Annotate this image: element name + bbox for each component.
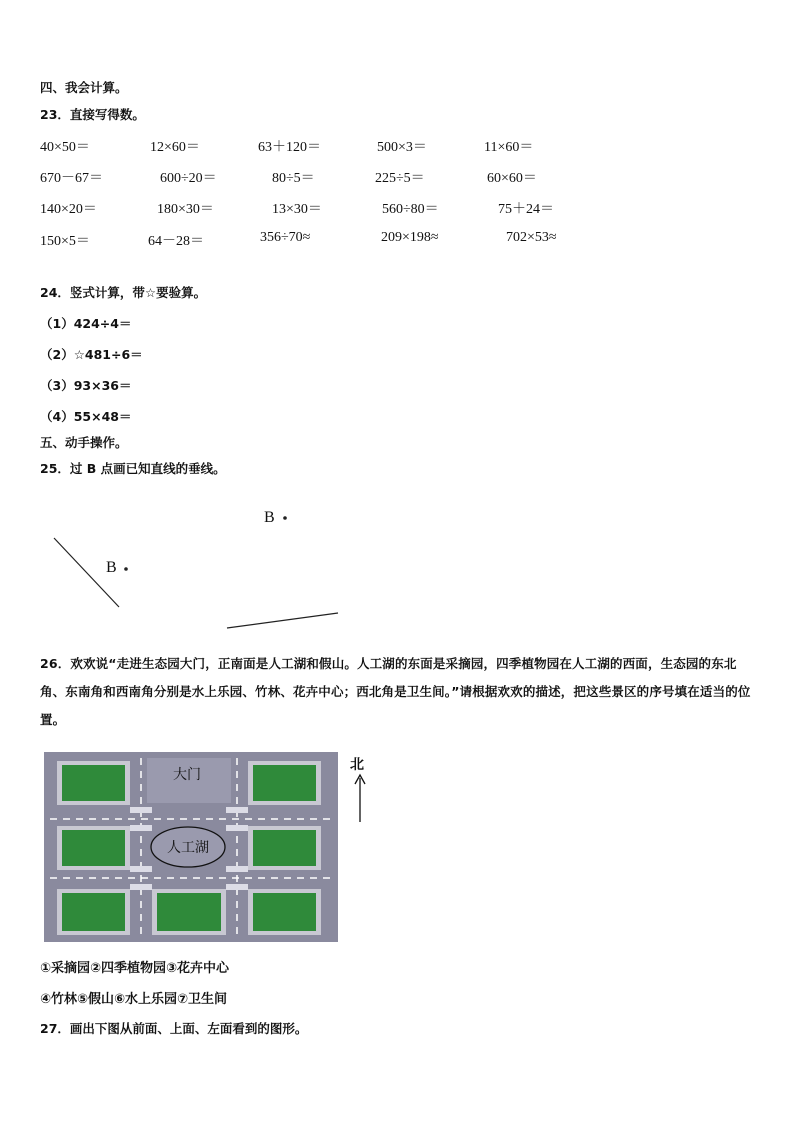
calc-item: 12×60＝: [150, 140, 200, 155]
q24-title: 24．竖式计算，带☆要验算。: [40, 285, 207, 300]
park-map: [44, 752, 338, 942]
calc-item: 60×60＝: [487, 171, 537, 186]
q26-text: 26．欢欢说“走进生态园大门，正南面是人工湖和假山。人工湖的东面是采摘园，四季植物园在人工湖的西面，生态园的东北角、东南角和西南角分别是水上乐园、竹林、花卉中心；西北角是卫生间。”请根据欢欢的描述，把这些景区的序号填在适当的位置。: [40, 656, 751, 727]
lake-label: 人工湖: [167, 840, 209, 856]
north-label: 北: [350, 757, 364, 773]
q24-item-2: （2）☆481÷6＝: [40, 347, 143, 362]
calc-item: 140×20＝: [40, 202, 97, 217]
q24-item-1: （1）424÷4＝: [40, 316, 132, 331]
gate-label: 大门: [173, 767, 201, 783]
given-line-2: [227, 613, 338, 628]
point-b-dot-2: [283, 516, 287, 520]
legend-line-2: ④竹林⑤假山⑥水上乐园⑦卫生间: [40, 992, 228, 1007]
section-4-title: 四、我会计算。: [40, 80, 128, 95]
calc-item: 600÷20＝: [160, 171, 217, 186]
calc-item: 80÷5＝: [272, 171, 315, 186]
section-5-title: 五、动手操作。: [40, 435, 128, 450]
calc-item: 560÷80＝: [382, 202, 439, 217]
point-b-dot-1: [124, 567, 128, 571]
calc-item: 209×198≈: [381, 230, 439, 245]
calc-item: 180×30＝: [157, 202, 214, 217]
q23-title: 23．直接写得数。: [40, 107, 145, 122]
q25-title: 25．过 B 点画已知直线的垂线。: [40, 461, 226, 476]
calc-item: 670－67＝: [40, 171, 103, 186]
calc-item: 500×3＝: [377, 140, 427, 155]
q27-title: 27．画出下图从前面、上面、左面看到的图形。: [40, 1021, 308, 1036]
calc-item: 702×53≈: [506, 230, 557, 245]
calc-item: 75＋24＝: [498, 202, 554, 217]
calc-item: 13×30＝: [272, 202, 322, 217]
q24-item-3: （3）93×36＝: [40, 378, 132, 393]
calc-item: 11×60＝: [484, 140, 534, 155]
point-b-label-2: B: [264, 509, 275, 526]
calc-item: 64－28＝: [148, 234, 204, 249]
calc-item: 40×50＝: [40, 140, 90, 155]
north-arrow-icon: [352, 772, 368, 824]
calc-item: 63＋120＝: [258, 140, 321, 155]
calc-item: 356÷70≈: [260, 230, 311, 245]
point-b-label-1: B: [106, 559, 117, 576]
q24-item-4: （4）55×48＝: [40, 409, 132, 424]
calc-item: 150×5＝: [40, 234, 90, 249]
legend-line-1: ①采摘园②四季植物园③花卉中心: [40, 961, 230, 976]
q25-figure: [0, 490, 794, 640]
calc-item: 225÷5＝: [375, 171, 425, 186]
